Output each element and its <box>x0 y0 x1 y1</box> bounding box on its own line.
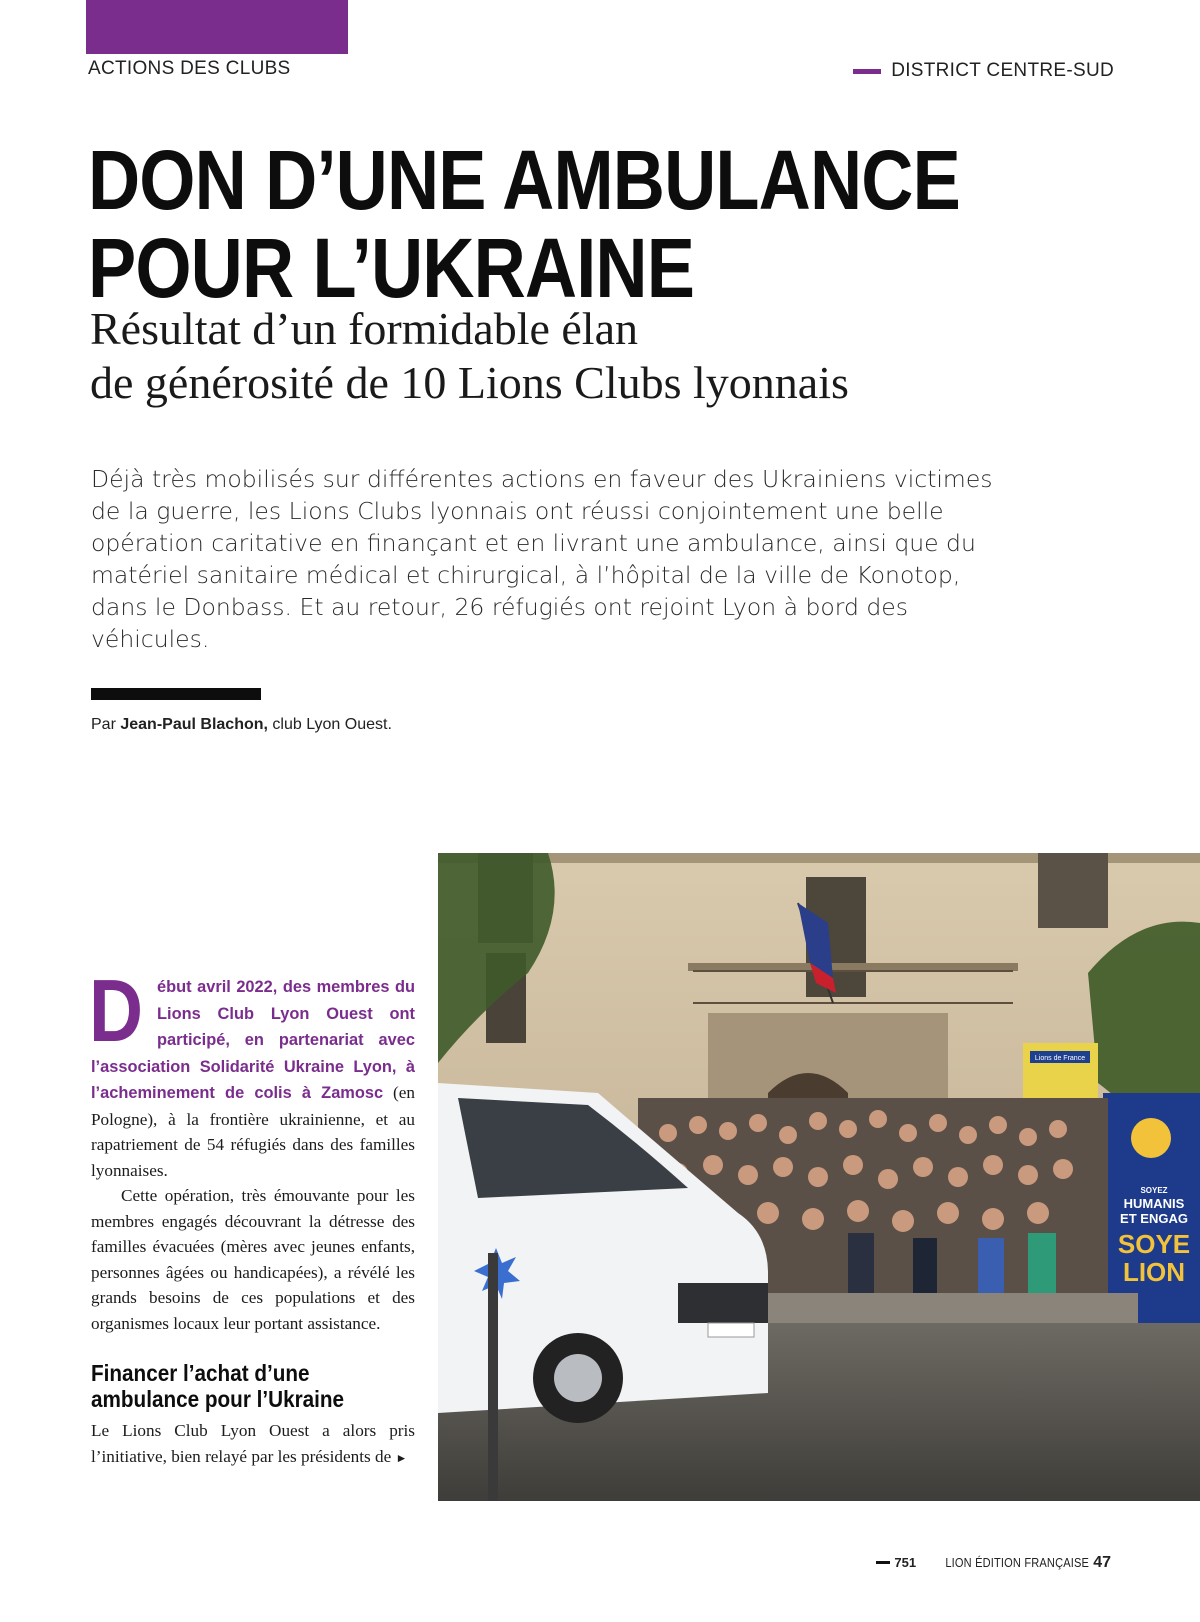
paragraph-2: Cette opération, très émouvante pour les membres engagés découvrant la détresse des familles évacuées (mères avec jeunes enfants, personnes âgées ou handicapées), a révélé les grands besoins de ces populations et des organismes locaux leur portant assistance. <box>91 1186 415 1333</box>
page-number: 47 <box>1093 1554 1111 1571</box>
banner-line-1: SOYEZ <box>1140 1186 1168 1195</box>
article-subtitle <box>90 302 849 410</box>
window <box>1038 853 1108 928</box>
continue-arrow-icon: ► <box>395 1450 408 1465</box>
publication-name: LION ÉDITION FRANÇAISE <box>945 1555 1090 1570</box>
byline-rule <box>91 688 261 700</box>
section-label: ACTIONS DES CLUBS <box>88 58 291 79</box>
section-color-bar <box>86 0 348 54</box>
paragraph-3 <box>91 1418 415 1471</box>
subtitle-line-1: Résultat d’un formidable élan <box>90 303 639 354</box>
bollard <box>488 1253 498 1501</box>
lead-rest-text: (en Pologne), à la frontière ukrainienne, et au rapatriement de 54 réfugiés dans des familles lyonnaises. <box>91 1083 415 1180</box>
lead-bold-text: ébut avril 2022, des membres du Lions Club Lyon Ouest ont participé, en partenariat avec l’association Solidarité Ukraine Lyon, à l’acheminement de colis à Zamosc <box>91 978 415 1102</box>
title-line-1: DON D’UNE AMBULANCE <box>88 133 960 227</box>
district-dash <box>853 69 881 74</box>
footer-dash <box>876 1561 890 1564</box>
title-line-2: POUR L’UKRAINE <box>88 221 695 315</box>
paragraph-3-text: Le Lions Club Lyon Ouest a alors pris l’initiative, bien relayé par les présidents de <box>91 1421 415 1466</box>
lead-paragraph <box>89 961 415 1183</box>
group-photo-illustration <box>438 853 1200 1501</box>
byline-author: Jean-Paul Blachon, <box>120 716 268 733</box>
byline-club: club Lyon Ouest. <box>272 716 392 733</box>
byline <box>91 716 392 734</box>
district-label <box>853 60 1114 82</box>
article-lede: Déjà très mobilisés sur différentes actions en faveur des Ukrainiens victimes de la guerre, les Lions Clubs lyonnais ont réussi conjointement une belle opération caritative en finançant et en livrant une ambulance, ainsi que du matériel sanitaire médical et chirurgical, à l’hôpital de la ville de Konotop, dans le Donbass. Et au retour, 26 réfugiés ont rejoint Lyon à bord des véhicules. <box>91 465 993 653</box>
poster-label: Lions de France <box>1034 1055 1086 1062</box>
article-title <box>88 133 960 315</box>
district-text: DISTRICT CENTRE-SUD <box>891 60 1114 81</box>
subtitle-line-2: de générosité de 10 Lions Clubs lyonnais <box>90 357 849 408</box>
byline-prefix: Par <box>91 716 116 733</box>
body-column <box>89 961 415 1471</box>
page-footer <box>876 1554 1111 1572</box>
lions-logo-icon <box>1131 1118 1171 1158</box>
banner-line-5: LION <box>1122 1257 1186 1287</box>
group-photo <box>438 853 1200 1501</box>
banner-line-2: HUMANIS <box>1123 1196 1185 1211</box>
banner-line-4: SOYE <box>1117 1229 1191 1259</box>
subheading: Financer l’achat d’une ambulance pour l’Ukraine <box>91 1360 345 1412</box>
drop-cap: D <box>89 961 144 1060</box>
balcony <box>688 963 1018 971</box>
banner-line-3: ET ENGAG <box>1120 1211 1188 1226</box>
issue-number: 751 <box>894 1555 917 1570</box>
